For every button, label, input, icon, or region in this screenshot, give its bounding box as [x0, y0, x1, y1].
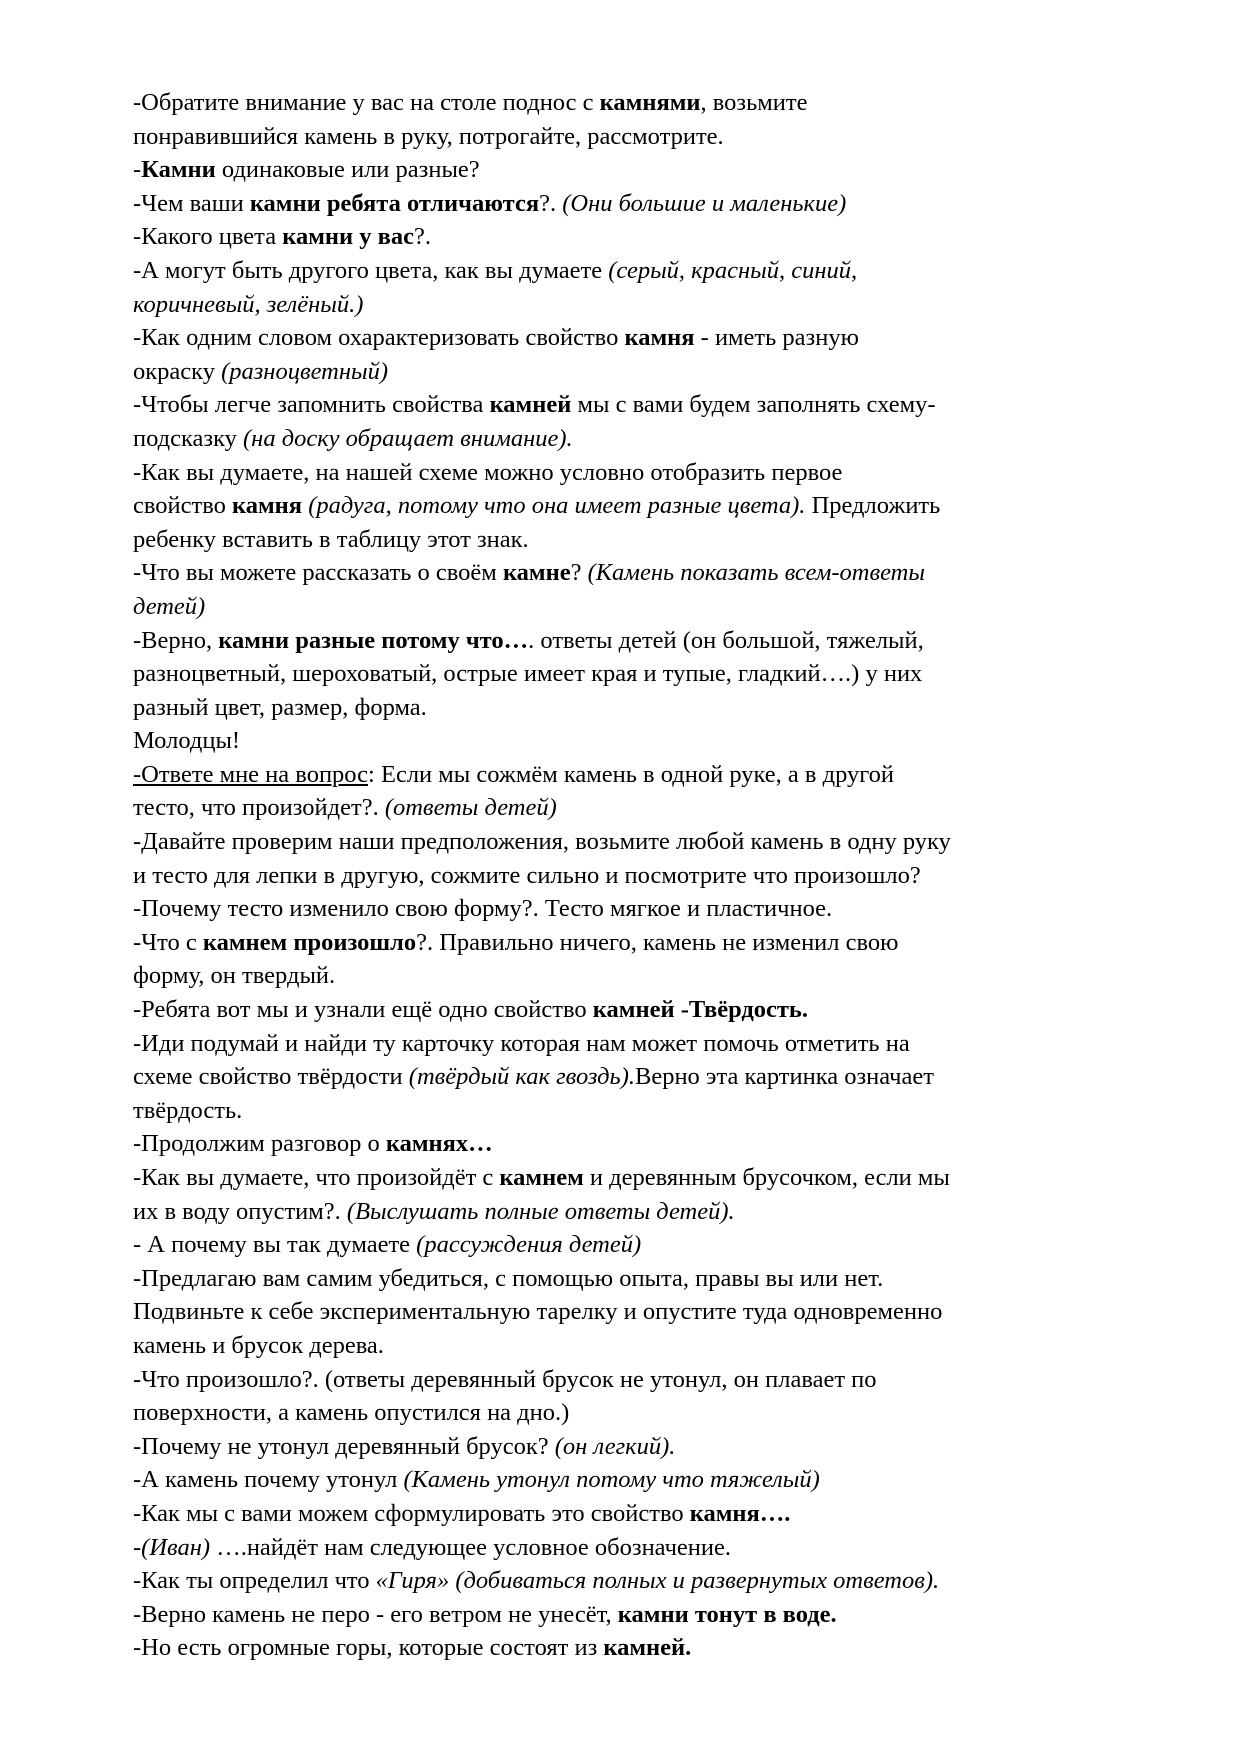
text-run: тесто, что произойдет?. [133, 794, 385, 822]
text-run: твёрдость. [133, 1096, 243, 1124]
bold-text: камни ребята отличаются [249, 189, 540, 217]
text-run: -Как вы думаете, что произойдёт с [133, 1164, 500, 1191]
text-line [133, 1430, 1140, 1464]
text-run: . ответы детей (он большой, тяжелый, [528, 626, 924, 654]
text-run: -Что произошло?. (ответы деревянный брусок не утонул, он плавает по [133, 1365, 877, 1393]
text-run: и деревянным брусочком, если мы [583, 1164, 950, 1191]
text-run: одинаковые или разные? [215, 156, 480, 184]
text-run: Предложить [805, 492, 941, 520]
text-line [133, 1127, 1140, 1161]
text-run: -Чем ваши [133, 189, 250, 217]
text-run: - иметь разную [694, 324, 859, 352]
text-line [133, 254, 1140, 288]
text-run: Подвиньте к себе экспериментальную тарелку и опустите туда одновременно [133, 1298, 943, 1326]
text-run: ? [570, 559, 588, 587]
italic-text: (Иван) [141, 1533, 211, 1561]
text-run: ?. Правильно ничего, камень не изменил свою [416, 928, 899, 956]
text-run: ….найдёт нам следующее условное обозначение. [210, 1533, 731, 1561]
text-run: ?. [413, 223, 431, 251]
bold-text: камней. [603, 1634, 692, 1662]
bold-text: камнями [599, 89, 701, 116]
text-run: камень и брусок дерева. [133, 1331, 384, 1359]
text-run: подсказку [133, 424, 244, 452]
text-line [133, 1329, 1140, 1363]
text-run: - [133, 156, 142, 184]
text-run: схеме свойство твёрдости [133, 1063, 409, 1091]
text-run: -Что с [133, 928, 203, 956]
text-line [133, 859, 1140, 893]
text-run: - [133, 1533, 142, 1561]
text-line [133, 1262, 1140, 1296]
italic-text: (рассуждения детей) [416, 1231, 642, 1259]
text-line [133, 489, 1140, 523]
text-line [133, 1295, 1140, 1329]
text-line [133, 120, 1140, 154]
italic-text: «Гиря» (добиваться полных и развернутых ответов). [375, 1567, 940, 1595]
text-line [133, 1598, 1140, 1632]
text-line [133, 321, 1140, 355]
text-run: -Предлагаю вам самим убедиться, с помощью опыта, правы вы или нет. [133, 1264, 884, 1292]
text-run: -Как ты определил что [133, 1567, 376, 1595]
text-run: -Давайте проверим наши предположения, возьмите любой камень в одну руку [133, 828, 951, 856]
text-run: поверхности, а камень опустился на дно.) [133, 1399, 570, 1427]
text-run: свойство [133, 492, 232, 520]
text-run: разный цвет, размер, форма. [133, 693, 427, 721]
text-line [133, 691, 1140, 725]
text-run: - А почему вы так думаете [133, 1231, 417, 1259]
text-line [133, 724, 1140, 758]
text-line [133, 523, 1140, 557]
bold-text: камне [502, 559, 571, 587]
bold-text: камни разные потому что… [218, 626, 529, 654]
bold-text: камни у вас [282, 223, 414, 251]
italic-text: (серый, красный, синий, [608, 256, 858, 284]
text-run: -Как одним словом охарактеризовать свойство [133, 324, 625, 352]
italic-text: (твёрдый как гвоздь). [408, 1063, 635, 1091]
text-line [133, 1195, 1140, 1229]
italic-text: (разноцветный) [221, 357, 388, 385]
text-run: -А могут быть другого цвета, как вы думаете [133, 256, 609, 284]
text-line [133, 993, 1140, 1027]
text-line [133, 220, 1140, 254]
text-run: окраску [133, 357, 222, 385]
bold-text: камни тонут в воде. [617, 1600, 837, 1628]
text-line [133, 624, 1140, 658]
italic-text: (Они большие и маленькие) [562, 189, 847, 217]
text-run: ребенку вставить в таблицу этот знак. [133, 525, 529, 553]
text-line [133, 791, 1140, 825]
text-line [133, 1531, 1140, 1565]
text-run: понравившийся камень в руку, потрогайте, рассмотрите. [133, 122, 724, 150]
text-line [133, 355, 1140, 389]
text-run: Верно эта картинка означает [634, 1063, 934, 1091]
text-run: -Какого цвета [133, 223, 283, 251]
text-line [133, 758, 1140, 792]
bold-text: камня [232, 492, 303, 520]
italic-text: (Выслушать полные ответы детей). [346, 1197, 735, 1225]
text-run: и тесто для лепки в другую, сожмите сильно и посмотрите что произошло? [133, 861, 921, 889]
text-line [133, 1228, 1140, 1262]
text-run: -Почему тесто изменило свою форму?. Тесто мягкое и пластичное. [133, 895, 833, 923]
text-line [133, 1497, 1140, 1531]
bold-text: камней [489, 391, 572, 419]
text-line [133, 1161, 1140, 1195]
italic-text: (Камень утонул потому что тяжелый) [403, 1466, 820, 1494]
text-line [133, 825, 1140, 859]
text-run: мы с вами будем заполнять схему- [571, 391, 936, 419]
italic-text: (ответы детей) [384, 794, 557, 822]
italic-text: (он легкий). [554, 1432, 676, 1460]
text-run: , возьмите [700, 89, 808, 116]
text-line [133, 892, 1140, 926]
bold-text: камнем произошло [202, 928, 417, 956]
bold-text: камня…. [689, 1499, 791, 1527]
text-run: -Иди подумай и найди ту карточку которая нам может помочь отметить на [133, 1029, 910, 1057]
text-run: -Почему не утонул деревянный брусок? [133, 1432, 555, 1460]
text-run: -Верно, [133, 626, 219, 654]
text-line [133, 657, 1140, 691]
bold-text: камнях… [385, 1130, 493, 1158]
text-run: -Ребята вот мы и узнали ещё одно свойство [133, 996, 593, 1024]
text-line [133, 288, 1140, 322]
bold-text: камней -Твёрдость. [592, 996, 809, 1024]
text-run: форму, он твердый. [133, 962, 336, 990]
text-line [133, 1094, 1140, 1128]
text-run: -Обратите внимание у вас на столе поднос с [133, 89, 600, 116]
text-run: ?. [539, 189, 563, 217]
bold-text: камня [624, 324, 695, 352]
text-line [133, 1060, 1140, 1094]
text-line [133, 590, 1140, 624]
text-line [133, 1027, 1140, 1061]
text-line [133, 1631, 1140, 1665]
text-run: -Чтобы легче запомнить свойства [133, 391, 490, 419]
text-run: их в воду опустим?. [133, 1197, 347, 1225]
text-run: : Если мы сожмём камень в одной руке, а в другой [368, 760, 895, 788]
italic-text: коричневый, зелёный.) [133, 290, 364, 318]
text-run: Молодцы! [133, 727, 241, 755]
italic-text: детей) [133, 592, 206, 620]
text-line [133, 1363, 1140, 1397]
document-body [133, 86, 1140, 1665]
text-run: -Продолжим разговор о [133, 1130, 386, 1158]
text-run: -А камень почему утонул [133, 1466, 404, 1494]
text-line [133, 959, 1140, 993]
text-line [133, 556, 1140, 590]
text-run: -Как вы думаете, на нашей схеме можно условно отобразить первое [133, 458, 843, 486]
text-run: -Как мы с вами можем сформулировать это свойство [133, 1499, 690, 1527]
text-run: разноцветный, шероховатый, острые имеет края и тупые, гладкий….) у них [133, 660, 923, 688]
text-line [133, 926, 1140, 960]
text-run: -Но есть огромные горы, которые состоят из [133, 1634, 604, 1662]
underlined-text: -Ответе мне на вопрос [133, 760, 369, 788]
text-line [133, 456, 1140, 490]
text-line [133, 422, 1140, 456]
text-line [133, 1463, 1140, 1497]
text-line [133, 187, 1140, 221]
text-line [133, 1396, 1140, 1430]
italic-text: (радуга, потому что она имеет разные цвета). [308, 492, 806, 520]
italic-text: (на доску обращает внимание). [243, 424, 573, 452]
text-run: -Верно камень не перо - его ветром не унесёт, [133, 1600, 618, 1628]
bold-text: камнем [499, 1164, 584, 1191]
text-line [133, 153, 1140, 187]
text-run: -Что вы можете рассказать о своём [133, 559, 503, 587]
bold-text: Камни [141, 156, 216, 184]
text-line [133, 388, 1140, 422]
text-line [133, 86, 1140, 120]
italic-text: (Камень показать всем-ответы [587, 559, 925, 587]
text-line [133, 1564, 1140, 1598]
